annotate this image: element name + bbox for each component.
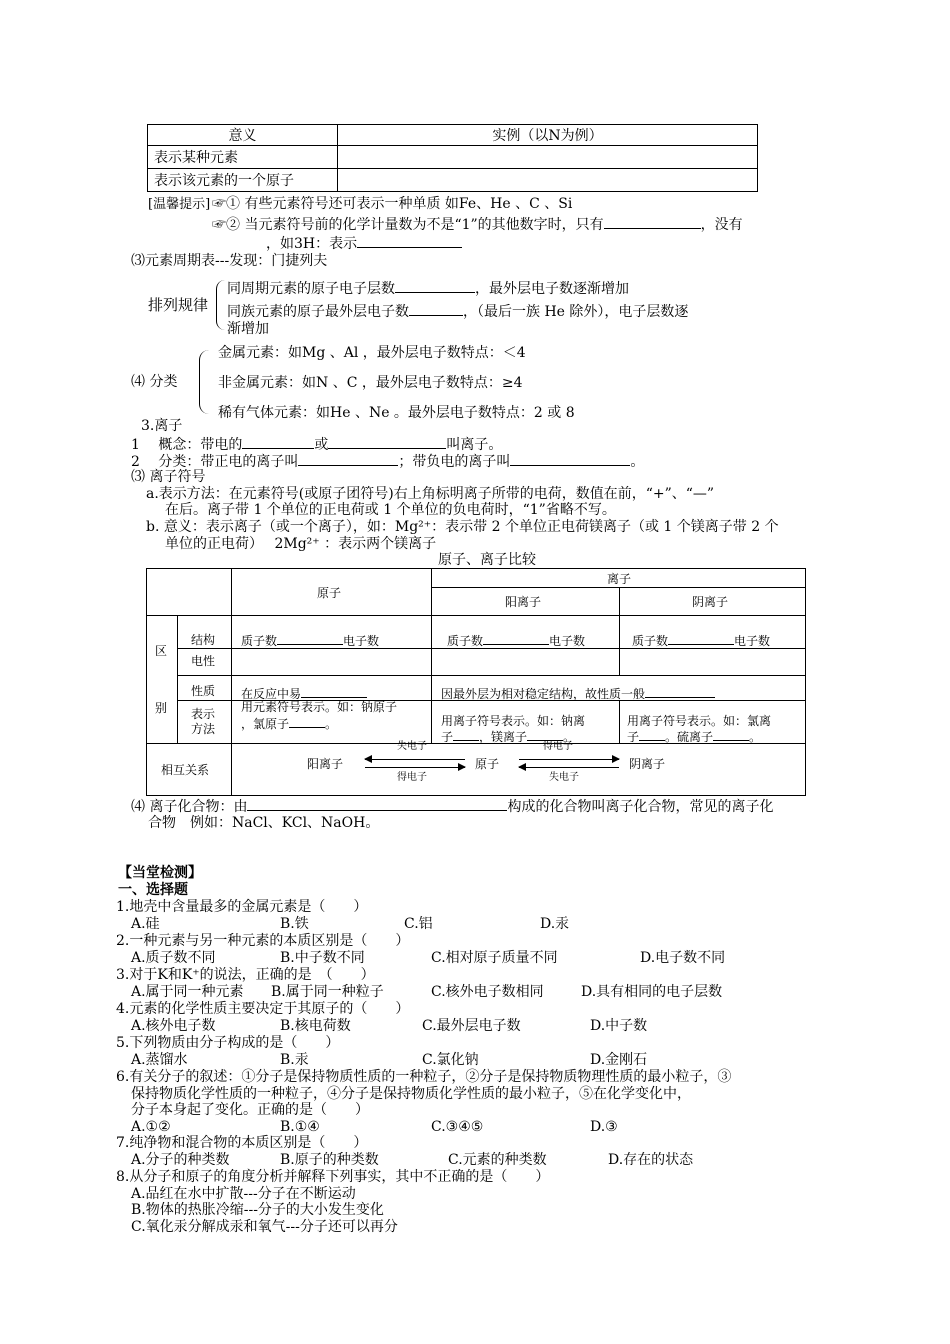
ion-meaning-2: 单位的正电荷） 2Mg²⁺ ：表示两个镁离子 xyxy=(165,536,437,552)
question-8: 8.从分子和原子的角度分析并解释下列事实，其中不正确的是（ ） xyxy=(116,1169,550,1185)
classify-metal: 金属元素：如Mg 、Al ，最外层电子数特点：＜4 xyxy=(218,345,526,361)
notation-anion-2: 子 。硫离子 。 xyxy=(627,730,762,744)
q8-option-c: C.氧化汞分解成汞和氧气---分子还可以再分 xyxy=(131,1219,398,1235)
periodic-line-1: 同周期元素的原子电子层数 ，最外层电子数逐渐增加 xyxy=(227,281,629,297)
row-property: 性质 xyxy=(191,684,216,698)
relation-gain-2: 得电子 xyxy=(543,741,573,752)
arrangement-label: 排列规律 xyxy=(148,296,209,314)
q4-option-d: D.中子数 xyxy=(590,1018,648,1034)
diff-label-1: 区 xyxy=(155,644,168,658)
notation-atom-1: 用元素符号表示。如：钠原子 xyxy=(241,700,398,714)
classify-noble: 稀有气体元素：如He 、Ne 。最外层电子数特点：2 或 8 xyxy=(218,405,575,421)
brace xyxy=(199,350,209,414)
ion-notation-1: a.表示方法：在元素符号(或原子团符号)右上角标明离子所带的电荷，数值在前，“+”、“—” xyxy=(146,486,715,502)
notation-cation-2: 子 ，镁离子 。 xyxy=(441,730,576,744)
arrow-left xyxy=(365,759,465,760)
q5-option-a: A.蒸馏水 xyxy=(131,1052,188,1068)
structure-cation: 质子数 电子数 xyxy=(447,634,586,648)
q7-option-a: A.分子的种类数 xyxy=(131,1152,230,1168)
compound-line-2: 合物 例如：NaCl、KCl、NaOH。 xyxy=(148,815,380,831)
diff-label-2: 别 xyxy=(155,701,168,715)
ion-notation-2: 在后。离子带 1 个单位的正电荷或 1 个单位的负电荷时，“1”省略不写。 xyxy=(165,502,616,518)
tip-2: ☞② 当元素符号前的化学计量数为不是“1”的其他数字时，只有 ，没有 xyxy=(212,217,743,233)
q5-option-b: B.汞 xyxy=(280,1052,309,1068)
notation-cation-1: 用离子符号表示。如：钠离 xyxy=(441,714,586,728)
question-6-cont: 保持物质化学性质的一种粒子，④分子是保持物质化学性质的最小粒子，⑤在化学变化中， xyxy=(131,1086,691,1102)
q1-option-d: D.汞 xyxy=(540,916,570,932)
property-atom: 在反应中易 xyxy=(241,686,367,701)
row-notation-1: 表示 xyxy=(191,707,216,721)
table-header-meaning: 意义 xyxy=(148,125,338,146)
table-header-example: 实例（以N为例） xyxy=(338,125,758,146)
periodic-line-2: 同族元素的原子最外层电子数 ，（最后一族 He 除外），电子层数逐 xyxy=(227,304,689,320)
ion-symbol-title: ⑶ 离子符号 xyxy=(131,469,206,485)
relation-lose-1: 失电子 xyxy=(397,741,427,752)
question-4: 4.元素的化学性质主要决定于其原子的（ ） xyxy=(116,1001,410,1017)
tip-1: ☞① 有些元素符号还可表示一种单质 如Fe、He 、C 、Si xyxy=(212,196,573,212)
table-row-blank xyxy=(338,169,758,192)
q2-option-a: A.质子数不同 xyxy=(131,950,216,966)
test-title: 【当堂检测】 xyxy=(118,865,202,881)
ion-meaning-1: b. 意义：表示离子（或一个离子），如：Mg²⁺：表示带 2 个单位正电荷镁离子（或 1 个镁离子带 2 个 xyxy=(146,519,779,535)
q8-option-b: B.物体的热胀冷缩---分子的大小发生变化 xyxy=(131,1202,384,1218)
relation-lose-2: 失电子 xyxy=(549,772,579,783)
row-charge: 电性 xyxy=(191,654,216,668)
test-section: 一、选择题 xyxy=(118,882,188,898)
row-notation-2: 方法 xyxy=(191,722,216,736)
relation-gain-1: 得电子 xyxy=(397,772,427,783)
ion-class: 2 分类：带正电的离子叫 ；带负电的离子叫 。 xyxy=(131,454,645,470)
q5-option-d: D.金刚石 xyxy=(590,1052,648,1068)
periodic-title: ⑶元素周期表---发现：门捷列夫 xyxy=(131,253,328,269)
atom-ion-compare-table xyxy=(146,568,806,796)
arrow-left xyxy=(519,767,619,768)
q7-option-d: D.存在的状态 xyxy=(608,1152,694,1168)
q3-option-b: B.属于同一种粒子 xyxy=(271,984,384,1000)
q3-option-a: A.属于同一种元素 xyxy=(131,984,244,1000)
header-anion: 阴离子 xyxy=(692,595,729,609)
relation-cation: 阳离子 xyxy=(307,757,344,771)
q4-option-a: A.核外电子数 xyxy=(131,1018,216,1034)
classify-nonmetal: 非金属元素：如N 、C ，最外层电子数特点：≥4 xyxy=(218,375,523,391)
q6-option-c: C.③④⑤ xyxy=(431,1119,484,1135)
header-cation: 阳离子 xyxy=(505,595,542,609)
q6-option-d: D.③ xyxy=(590,1119,618,1135)
structure-atom: 质子数 电子数 xyxy=(241,634,380,648)
notation-anion-1: 用离子符号表示。如：氯离 xyxy=(627,714,772,728)
brace xyxy=(216,280,225,330)
classify-label: ⑷ 分类 xyxy=(131,374,178,390)
question-5: 5.下列物质由分子构成的是（ ） xyxy=(116,1035,340,1051)
structure-anion: 质子数 电子数 xyxy=(632,634,771,648)
tip-2-cont: ，如3H：表示 xyxy=(266,234,462,253)
question-1: 1.地壳中含量最多的金属元素是（ ） xyxy=(116,899,368,915)
header-ion: 离子 xyxy=(607,572,632,586)
relation-atom: 原子 xyxy=(475,757,500,771)
question-7: 7.纯净物和混合物的本质区别是（ ） xyxy=(116,1135,368,1151)
q6-option-a: A.①② xyxy=(131,1119,171,1135)
q3-option-d: D.具有相同的电子层数 xyxy=(581,984,723,1000)
q4-option-b: B.核电荷数 xyxy=(280,1018,351,1034)
q2-option-d: D.电子数不同 xyxy=(640,950,726,966)
q2-option-b: B.中子数不同 xyxy=(280,950,365,966)
property-ion: 因最外层为相对稳定结构，故性质一般 xyxy=(441,686,715,701)
row-structure: 结构 xyxy=(191,633,216,647)
q6-option-b: B.①④ xyxy=(280,1119,320,1135)
question-6-cont-2: 分子本身起了变化。正确的是（ ） xyxy=(131,1102,369,1118)
tip-label: [温馨提示] xyxy=(148,197,211,212)
question-6: 6.有关分子的叙述：①分子是保持物质性质的一种粒子，②分子是保持物质物理性质的最小粒子，③ xyxy=(116,1069,732,1085)
periodic-line-3: 渐增加 xyxy=(227,321,269,337)
q3-option-c: C.核外电子数相同 xyxy=(431,984,544,1000)
arrow-right xyxy=(365,767,465,768)
q1-option-b: B.铁 xyxy=(280,916,309,932)
compound-line-1: ⑷ 离子化合物：由 构成的化合物叫离子化合物，常见的离子化 xyxy=(131,799,774,815)
question-3: 3.对于K和K⁺的说法，正确的是 （ ） xyxy=(116,967,375,983)
q2-option-c: C.相对原子质量不同 xyxy=(431,950,558,966)
q7-option-c: C.元素的种类数 xyxy=(448,1152,547,1168)
compare-title: 原子、离子比较 xyxy=(438,552,536,568)
ion-concept: 1 概念：带电的 或 叫离子。 xyxy=(131,437,503,453)
table-row-label: 表示该元素的一个原子 xyxy=(148,169,338,192)
relation-anion: 阴离子 xyxy=(629,757,666,771)
notation-atom-2: ，氯原子 。 xyxy=(241,717,338,731)
q1-option-a: A.硅 xyxy=(131,916,160,932)
q7-option-b: B.原子的种类数 xyxy=(280,1152,379,1168)
symbol-meaning-table xyxy=(147,124,758,192)
q1-option-c: C.铝 xyxy=(404,916,433,932)
header-atom: 原子 xyxy=(317,586,342,600)
table-row-blank xyxy=(338,146,758,169)
q4-option-c: C.最外层电子数 xyxy=(422,1018,521,1034)
q5-option-c: C.氯化钠 xyxy=(422,1052,479,1068)
table-row-label: 表示某种元素 xyxy=(148,146,338,169)
q8-option-a: A.品红在水中扩散---分子在不断运动 xyxy=(131,1186,356,1202)
ion-title: 3.离子 xyxy=(141,418,183,434)
arrow-right xyxy=(519,759,619,760)
question-2: 2.一种元素与另一种元素的本质区别是（ ） xyxy=(116,933,410,949)
row-relation: 相互关系 xyxy=(161,763,210,777)
